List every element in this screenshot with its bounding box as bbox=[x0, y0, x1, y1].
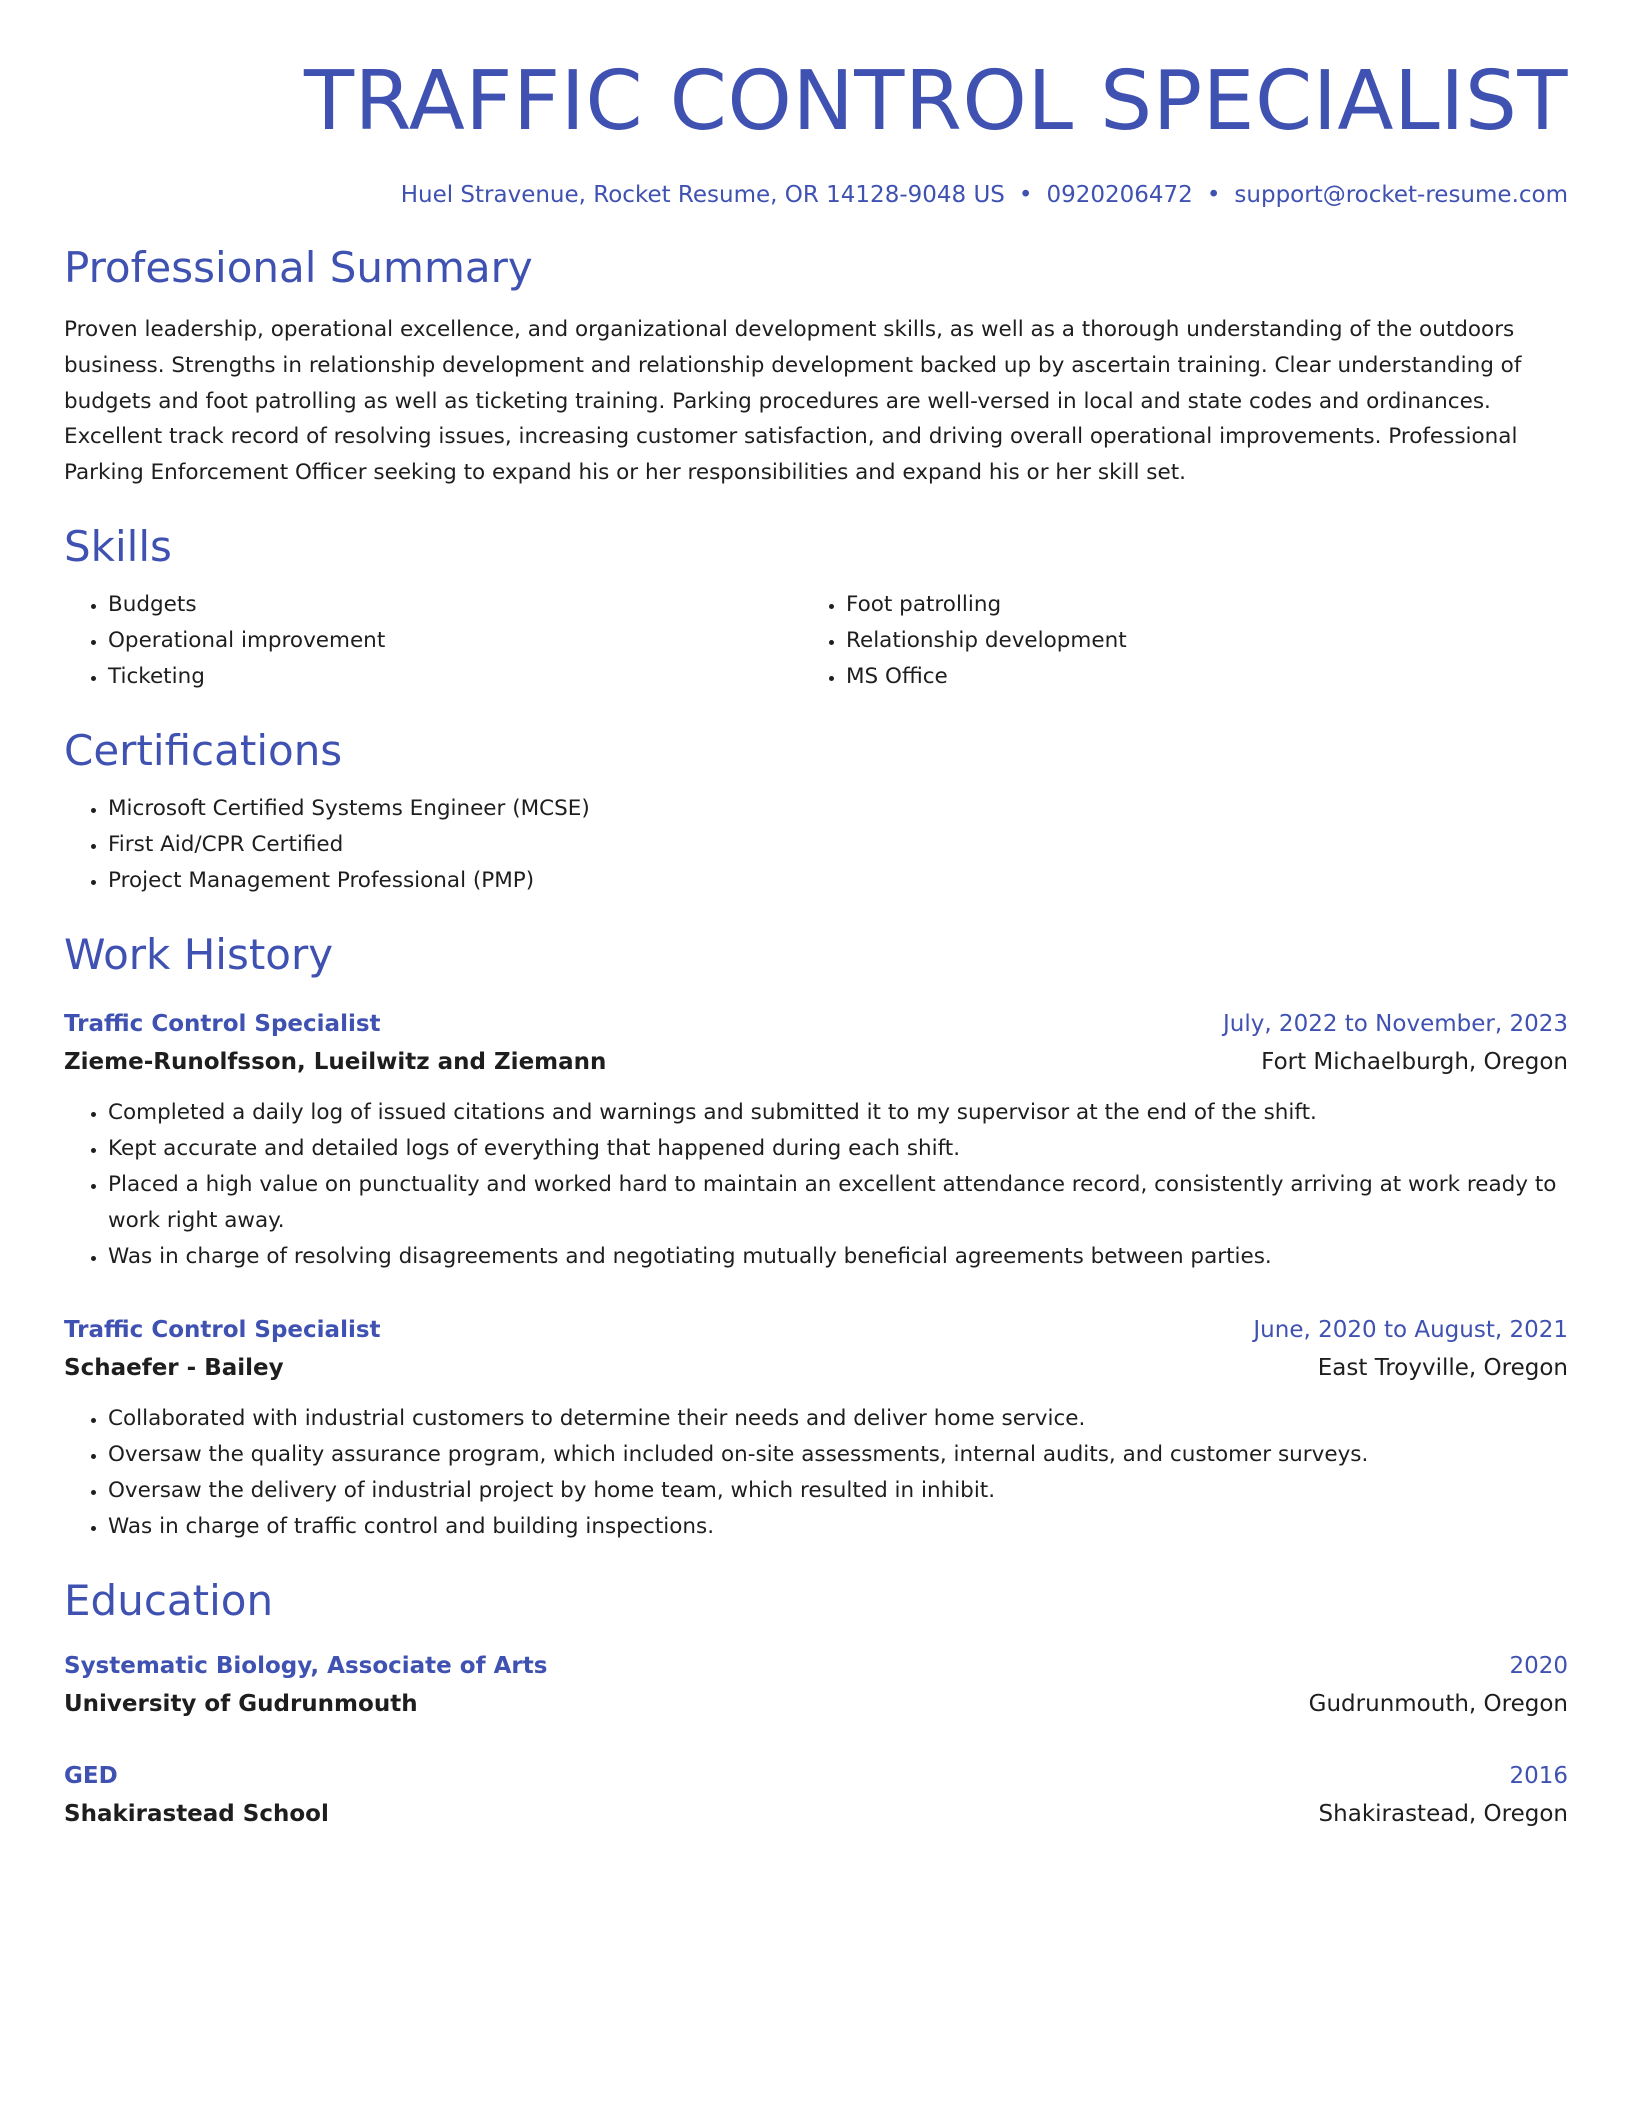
job-title-row bbox=[64, 1005, 1568, 1043]
job-dates: July, 2022 to November, 2023 bbox=[1222, 1010, 1568, 1037]
job-company: Zieme-Runolfsson, Lueilwitz and Ziemann bbox=[64, 1048, 607, 1075]
contact-email: support@rocket-resume.com bbox=[1234, 182, 1568, 208]
job-bullet: • Oversaw the delivery of industrial project by home team, which resulted in inhibit. bbox=[108, 1473, 1568, 1509]
skills-list-right bbox=[802, 587, 1540, 695]
education-year: 2016 bbox=[1509, 1762, 1568, 1789]
education-heading: Education bbox=[64, 1575, 274, 1625]
job-title-row bbox=[64, 1311, 1568, 1349]
work-history-section bbox=[64, 927, 1568, 1545]
job-bullet: • Was in charge of resolving disagreements and negotiating mutually beneficial agreements between parties. bbox=[108, 1239, 1568, 1275]
job-title: Traffic Control Specialist bbox=[64, 1010, 381, 1037]
job-bullet: • Kept accurate and detailed logs of everything that happened during each shift. bbox=[108, 1131, 1568, 1167]
contact-line bbox=[64, 180, 1568, 210]
education-entry bbox=[64, 1647, 1568, 1723]
job-location: Fort Michaelburgh, Oregon bbox=[1261, 1048, 1568, 1075]
skills-heading: Skills bbox=[64, 521, 172, 571]
certification-item: • Microsoft Certified Systems Engineer (MCSE) bbox=[108, 791, 1568, 827]
job-bullets bbox=[64, 1095, 1568, 1275]
education-entry bbox=[64, 1757, 1568, 1833]
education-degree-row bbox=[64, 1647, 1568, 1685]
skill-item: • Foot patrolling bbox=[846, 587, 1540, 623]
certifications-section bbox=[64, 723, 1568, 899]
job-company: Schaefer - Bailey bbox=[64, 1354, 284, 1381]
job-bullet: • Collaborated with industrial customers to determine their needs and deliver home service. bbox=[108, 1401, 1568, 1437]
certifications-heading: Certifications bbox=[64, 725, 343, 775]
summary-section bbox=[64, 240, 1568, 491]
certification-item: • Project Management Professional (PMP) bbox=[108, 863, 1568, 899]
job-entry bbox=[64, 1311, 1568, 1545]
job-dates: June, 2020 to August, 2021 bbox=[1253, 1316, 1568, 1343]
skills-list-left bbox=[64, 587, 802, 695]
work-history-heading: Work History bbox=[64, 929, 334, 979]
contact-separator: • bbox=[1206, 182, 1221, 208]
job-location: East Troyville, Oregon bbox=[1317, 1354, 1568, 1381]
job-company-row bbox=[64, 1349, 1568, 1387]
contact-phone: 0920206472 bbox=[1046, 182, 1193, 208]
candidate-title: TRAFFIC CONTROL SPECIALIST bbox=[303, 54, 1568, 149]
resume-header bbox=[64, 50, 1568, 210]
job-bullet: • Oversaw the quality assurance program, which included on-site assessments, internal audits, and customer surveys. bbox=[108, 1437, 1568, 1473]
education-year: 2020 bbox=[1509, 1652, 1568, 1679]
skills-grid bbox=[64, 587, 1568, 695]
education-school: University of Gudrunmouth bbox=[64, 1690, 418, 1717]
education-school-row bbox=[64, 1795, 1568, 1833]
skill-item: • Operational improvement bbox=[108, 623, 802, 659]
skills-section bbox=[64, 519, 1568, 695]
education-location: Gudrunmouth, Oregon bbox=[1308, 1690, 1568, 1717]
education-location: Shakirastead, Oregon bbox=[1318, 1800, 1568, 1827]
skill-item: • Relationship development bbox=[846, 623, 1540, 659]
education-degree: GED bbox=[64, 1762, 118, 1789]
job-bullet: • Placed a high value on punctuality and worked hard to maintain an excellent attendance record, consistently arriving at work ready to work right away. bbox=[108, 1167, 1568, 1239]
education-degree-row bbox=[64, 1757, 1568, 1795]
education-section bbox=[64, 1573, 1568, 1833]
summary-text: Proven leadership, operational excellence, and organizational development skills, as well as a thorough understanding of the outdoors business. Strengths in relationship development and relationship development backed up by ascertain training. Clear understanding of budgets and foot patrolling as well as ticketing training. Parking procedures are well-versed in local and state codes and ordinances. Excellent track record of resolving issues, increasing customer satisfaction, and driving overall operational improvements. Professional Parking Enforcement Officer seeking to expand his or her responsibilities and expand his or her skill set. bbox=[64, 317, 1522, 486]
education-degree: Systematic Biology, Associate of Arts bbox=[64, 1652, 548, 1679]
contact-separator: • bbox=[1018, 182, 1033, 208]
job-bullet: • Completed a daily log of issued citations and warnings and submitted it to my supervisor at the end of the shift. bbox=[108, 1095, 1568, 1131]
summary-heading: Professional Summary bbox=[64, 243, 533, 292]
skill-item: • Budgets bbox=[108, 587, 802, 623]
skill-item: • Ticketing bbox=[108, 659, 802, 695]
job-title: Traffic Control Specialist bbox=[64, 1316, 381, 1343]
education-school: Shakirastead School bbox=[64, 1800, 329, 1827]
job-company-row bbox=[64, 1043, 1568, 1081]
skill-item: • MS Office bbox=[846, 659, 1540, 695]
job-bullets bbox=[64, 1401, 1568, 1545]
job-entry bbox=[64, 1005, 1568, 1275]
contact-address: Huel Stravenue, Rocket Resume, OR 14128-9048 US bbox=[400, 182, 1005, 208]
education-school-row bbox=[64, 1685, 1568, 1723]
certifications-list bbox=[64, 791, 1568, 899]
certification-item: • First Aid/CPR Certified bbox=[108, 827, 1568, 863]
job-bullet: • Was in charge of traffic control and building inspections. bbox=[108, 1509, 1568, 1545]
